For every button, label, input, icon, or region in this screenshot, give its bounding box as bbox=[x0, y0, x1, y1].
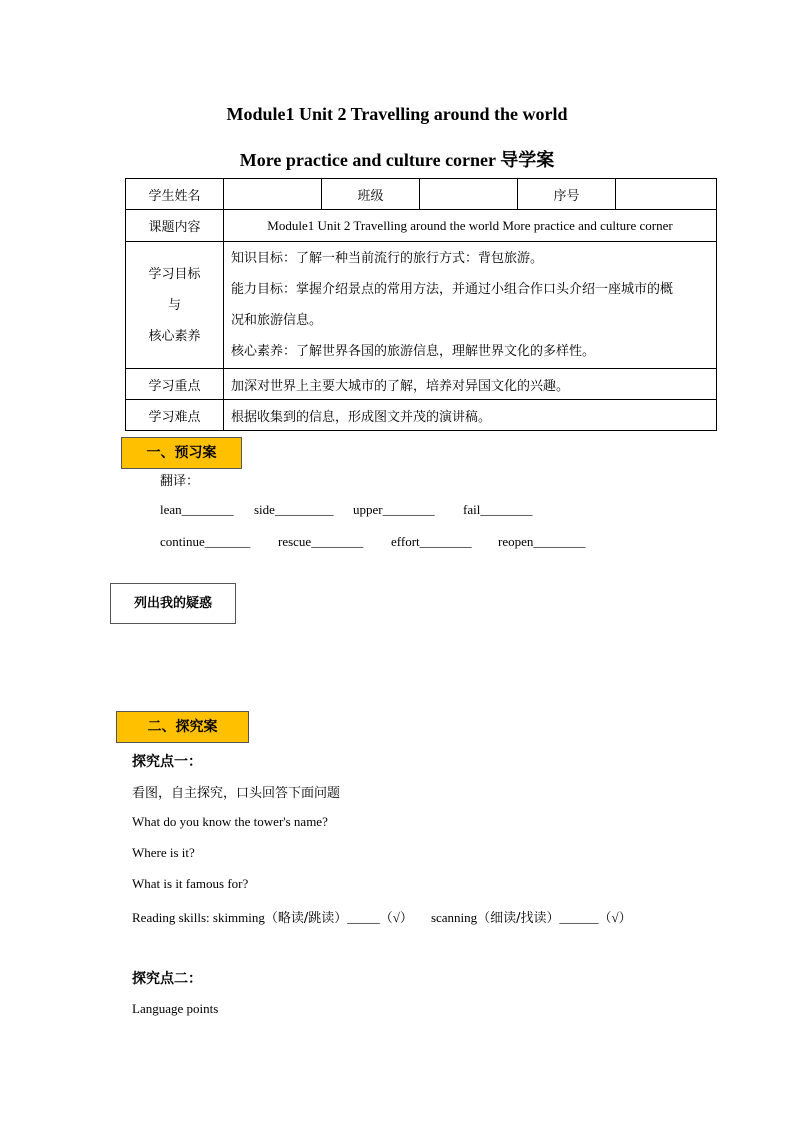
vocab-item: lean________ bbox=[160, 502, 234, 517]
class-label: 班级 bbox=[322, 179, 420, 210]
focus-label: 学习重点 bbox=[126, 369, 224, 400]
explore-section-tag: 二、探究案 bbox=[116, 711, 249, 743]
explore-point-2: 探究点二： bbox=[132, 971, 202, 987]
preview-section-tag: 一、预习案 bbox=[121, 437, 242, 469]
goal-line: 能力目标：掌握介绍景点的常用方法，并通过小组合作口头介绍一座城市的概 bbox=[231, 282, 674, 297]
goals-label bbox=[126, 242, 224, 369]
vocab-item: rescue________ bbox=[278, 534, 364, 549]
question-1: What do you know the tower's name? bbox=[132, 814, 328, 829]
vocab-item: effort________ bbox=[391, 534, 472, 549]
class-field[interactable] bbox=[420, 179, 518, 210]
scan-prefix: scanning bbox=[430, 910, 478, 925]
goals-label-line: 与 bbox=[167, 297, 181, 313]
document-title: Module1 Unit 2 Travelling around the world bbox=[226, 104, 568, 124]
student-name-field[interactable] bbox=[224, 179, 322, 210]
question-2: Where is it? bbox=[132, 845, 195, 860]
document-subtitle: More practice and culture corner 导学案 bbox=[239, 150, 555, 170]
info-table bbox=[125, 178, 717, 431]
goals-label-line: 学习目标 bbox=[148, 266, 201, 282]
skim-cn: （略读/跳读） bbox=[264, 911, 348, 926]
vocab-item: continue_______ bbox=[160, 534, 251, 549]
focus-value: 加深对世界上主要大城市的了解，培养对异国文化的兴趣。 bbox=[224, 369, 717, 400]
goal-line: 核心素养：了解世界各国的旅游信息，理解世界文化的多样性。 bbox=[231, 344, 596, 359]
vocab-item: side_________ bbox=[254, 502, 334, 517]
goal-line: 况和旅游信息。 bbox=[231, 313, 323, 328]
my-questions-box: 列出我的疑惑 bbox=[110, 583, 236, 624]
vocab-item: fail________ bbox=[463, 502, 533, 517]
scan-blank: ______（√） bbox=[559, 910, 632, 925]
vocab-row-2 bbox=[160, 534, 585, 550]
topic-label: 课题内容 bbox=[126, 210, 224, 242]
scan-cn: （细读/找读） bbox=[477, 911, 560, 926]
number-field[interactable] bbox=[616, 179, 717, 210]
vocab-row-1 bbox=[160, 502, 532, 518]
translate-label: 翻译： bbox=[160, 474, 200, 489]
skills-prefix: Reading skills: skimming bbox=[132, 910, 265, 925]
explore-instruction: 看图，自主探究，口头回答下面问题 bbox=[132, 786, 341, 801]
goal-line: 知识目标：了解一种当前流行的旅行方式：背包旅游。 bbox=[231, 251, 544, 266]
explore-point-1: 探究点一： bbox=[132, 754, 202, 770]
topic-value: Module1 Unit 2 Travelling around the world More practice and culture corner bbox=[224, 210, 717, 242]
skim-blank: _____（√） bbox=[347, 910, 413, 925]
question-3: What is it famous for? bbox=[132, 876, 249, 891]
goals-label-line: 核心素养 bbox=[148, 328, 201, 344]
language-points: Language points bbox=[132, 1001, 219, 1016]
student-name-label: 学生姓名 bbox=[126, 179, 224, 210]
difficulty-label: 学习难点 bbox=[126, 400, 224, 431]
reading-skills-line bbox=[132, 907, 632, 926]
vocab-item: upper________ bbox=[353, 502, 435, 517]
number-label: 序号 bbox=[518, 179, 616, 210]
vocab-item: reopen________ bbox=[498, 534, 586, 549]
goals-content bbox=[224, 242, 717, 369]
difficulty-value: 根据收集到的信息，形成图文并茂的演讲稿。 bbox=[224, 400, 717, 431]
